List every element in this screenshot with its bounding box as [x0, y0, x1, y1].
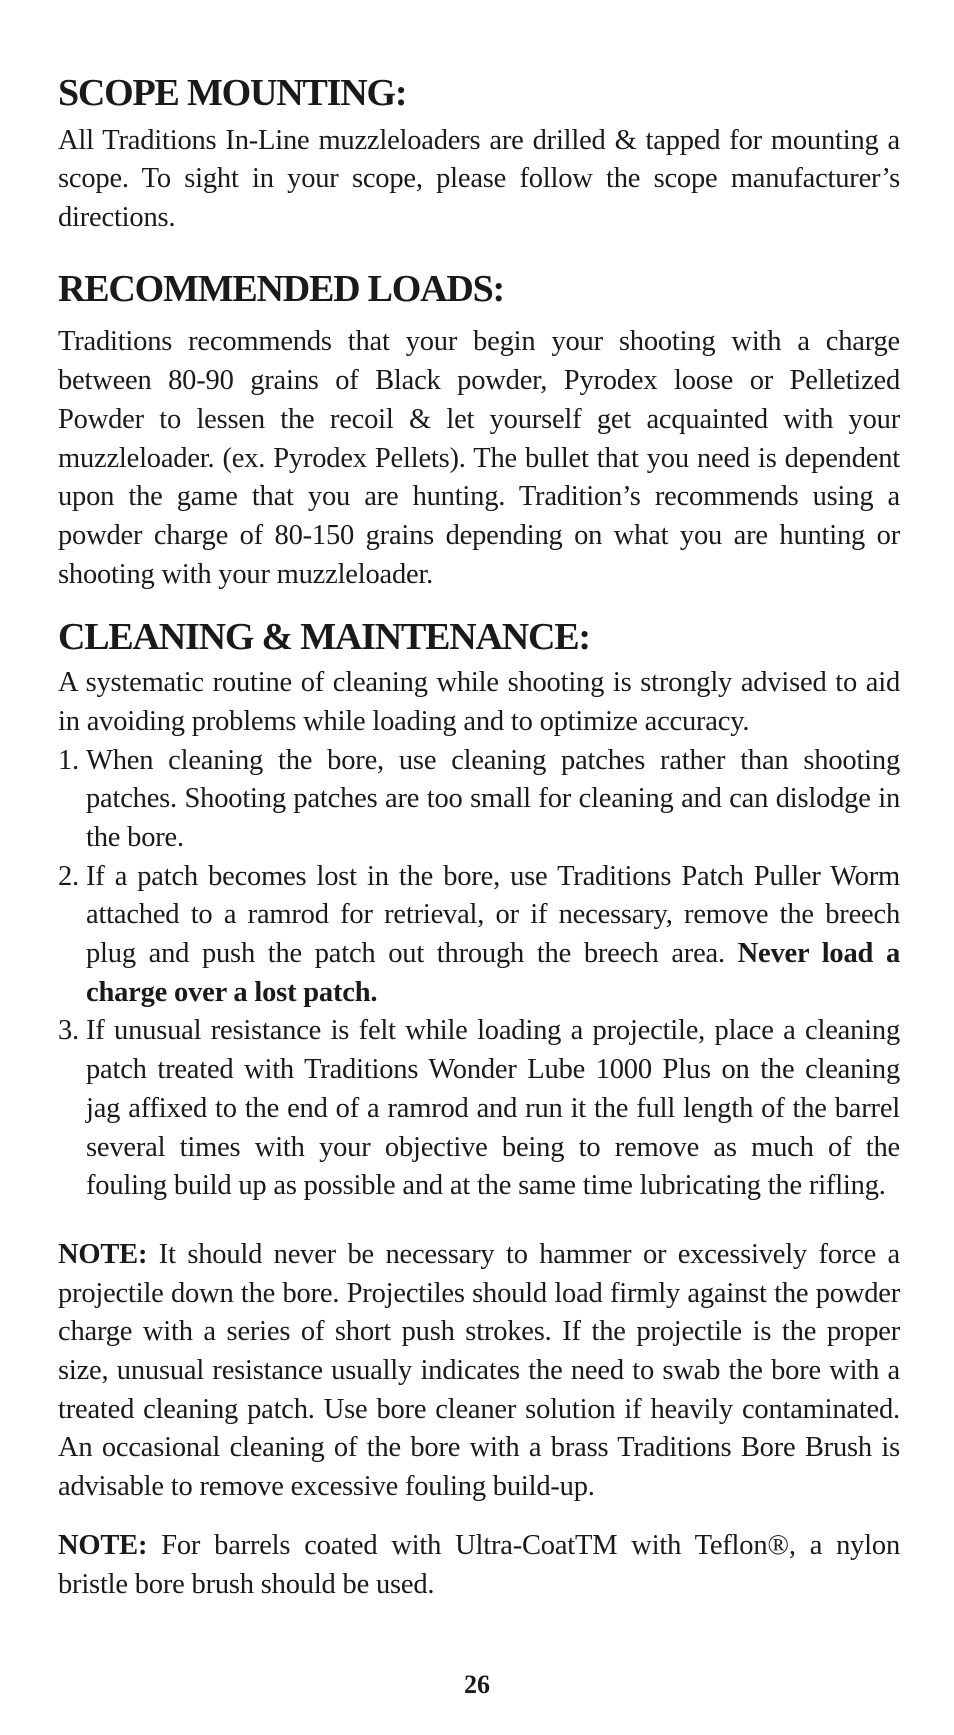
note-text: It should never be necessary to hammer or excessively force a projectile down the bore. Projectiles should load firmly against the powder charge with a series of short push strokes. If the projectile is the proper size, unusual resistance usually indicates the need to swab the bore with a treated cleaning patch. Use bore cleaner solution if heavily contaminated. An occasional cleaning of the bore with a brass Traditions Bore Brush is advisable to remove excessive fouling build-up.: [58, 1238, 900, 1503]
manual-page: [58, 72, 900, 1604]
cleaning-maintenance-heading: CLEANING & MAINTENANCE:: [58, 616, 590, 659]
step-text: When cleaning the bore, use cleaning patches rather than shooting patches. Shooting patches are too small for cleaning and can dislodge in the bore.: [86, 744, 900, 853]
cleaning-step: [58, 1012, 900, 1206]
scope-mounting-heading: SCOPE MOUNTING:: [58, 72, 407, 114]
step-number: 2.: [58, 860, 79, 892]
note-label: NOTE:: [58, 1529, 148, 1561]
step-number: 1.: [58, 744, 79, 776]
note-label: NOTE:: [58, 1238, 148, 1270]
note-text: For barrels coated with Ultra-CoatTM with Teflon®, a nylon bristle bore brush should be used.: [58, 1529, 901, 1600]
note-paragraph: [58, 1527, 900, 1604]
recommended-loads-body: Traditions recommends that your begin your shooting with a charge between 80-90 grains of Black powder, Pyrodex loose or Pelletized Powder to lessen the recoil & let yourself get acquainted with your muzzleloader. (ex. Pyrodex Pellets). The bullet that you need is dependent upon the game that you are hunting. Tradition’s recommends using a powder charge of 80-150 grains depending on what you are hunting or shooting with your muzzleloader.: [58, 326, 900, 590]
step-text: If unusual resistance is felt while loading a projectile, place a cleaning patch treated with Traditions Wonder Lube 1000 Plus on the cleaning jag affixed to the end of a ramrod and run it the full length of the barrel several times with your objective being to remove as much of the fouling build up as possible and at the same time lubricating the rifling.: [86, 1015, 900, 1202]
step-text: If a patch becomes lost in the bore, use Traditions Patch Puller Worm attached to a ramrod for retrieval, or if necessary, remove the breech plug and push the patch out through the breech area.: [86, 860, 900, 970]
cleaning-steps-list: [58, 742, 900, 1206]
cleaning-step: [58, 742, 900, 858]
recommended-loads-heading: RECOMMENDED LOADS:: [58, 267, 505, 310]
scope-mounting-body: All Traditions In-Line muzzleloaders are drilled & tapped for mounting a scope. To sight in your scope, please follow the scope manufacturer’s directions.: [58, 124, 900, 234]
cleaning-maintenance-section: [58, 616, 900, 1206]
page-number: 26: [464, 1670, 490, 1699]
cleaning-step: [58, 858, 900, 1013]
step-warning: Never load a charge over a lost patch.: [86, 938, 900, 1008]
note-paragraph: [58, 1236, 900, 1507]
step-number: 3.: [58, 1015, 79, 1047]
cleaning-intro: A systematic routine of cleaning while shooting is strongly advised to aid in avoiding problems while loading and to optimize accuracy.: [58, 667, 900, 737]
scope-mounting-section: [58, 72, 900, 238]
recommended-loads-section: [58, 268, 900, 595]
